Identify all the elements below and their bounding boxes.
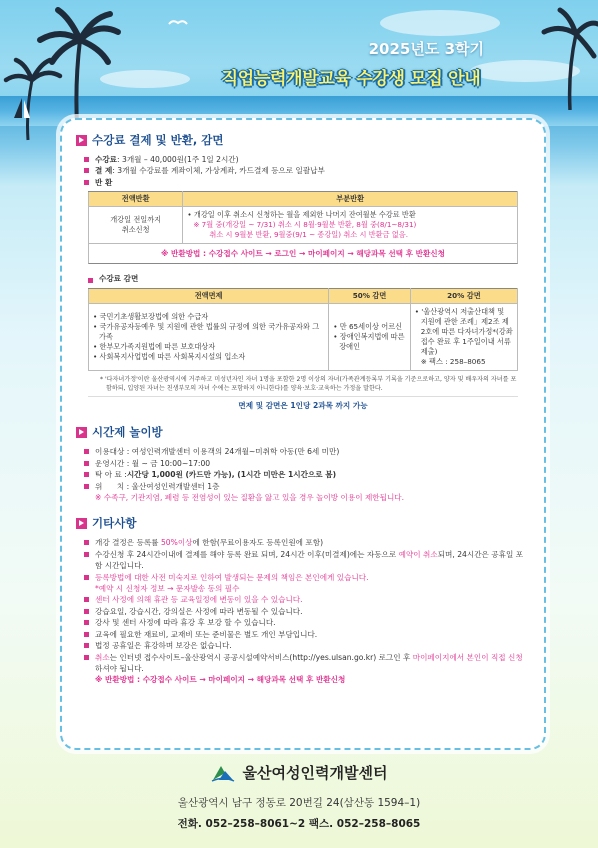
play-bullet-icon	[76, 427, 87, 438]
etc-item: 수강신청 후 24시간이내에 결제를 해야 등록 완료 되며, 24시간 이후(미결제)에는 자동으로 예약이 취소되며, 24시간은 공휴일 포함 시간입니다.	[76, 549, 530, 572]
etc-item: 등록방법에 대한 사전 미숙지로 인하여 발생되는 문제의 책임은 본인에게 있습니다.	[76, 572, 530, 583]
org-address: 울산광역시 남구 정동로 20번길 24(삼산동 1594–1)	[177, 797, 421, 809]
etc-sub-item: *예약 시 신청자 정보 → 문자발송 동의 필수	[95, 584, 240, 594]
square-bullet-icon	[84, 461, 89, 466]
play-bullet-icon	[76, 518, 87, 529]
square-bullet-icon	[84, 472, 89, 477]
square-bullet-icon	[84, 484, 89, 489]
seagull-icon	[168, 18, 188, 26]
section-playroom-title: 시간제 놀이방	[76, 424, 530, 440]
table-header: 20% 감면	[410, 289, 517, 304]
square-bullet-icon	[84, 449, 89, 454]
playroom-warning: ※ 수족구, 기관지염, 폐렴 등 전염성이 있는 질환을 앓고 있을 경우 놀이방 이용이 제한됩니다.	[95, 493, 405, 503]
org-logo-row	[0, 762, 598, 783]
content-card	[60, 118, 546, 750]
playroom-location: 위 치 : 울산여성인력개발센터 1층	[76, 481, 530, 492]
refund-method-note: ※ 반환방법 : 수강접수 사이트 → 로그인 → 마이페이지 → 해당과목 선택 후 반환신청	[88, 244, 518, 264]
table-header: 부분반환	[183, 192, 518, 207]
refund-table	[88, 191, 518, 244]
etc-item: 교육에 필요한 재료비, 교재비 또는 준비물은 별도 개인 부담입니다.	[76, 629, 530, 640]
playroom-target: 이용대상 : 여성인력개발센터 이용객의 24개월~미취학 아동(만 6세 미만)	[76, 446, 530, 457]
square-bullet-icon	[84, 632, 89, 637]
palm-tree-right-illustration	[530, 0, 598, 110]
square-bullet-icon	[84, 575, 89, 580]
table-cell: 개강일 전일까지 취소신청	[89, 207, 183, 244]
discount-table	[88, 288, 518, 371]
table-cell: • 개강일 이후 취소시 신청하는 월을 제외한 나머지 잔여월분 수강료 반환 ※ 7월 중(개강일 ~ 7/31) 취소 시 8월·9월분 반환, 8월 중(8/1~8/31) 취소 시 9월분 반환, 9월중(9/1 ~ 종강일) 취소 시 반환금 없음.	[183, 207, 518, 244]
square-bullet-icon	[84, 168, 89, 173]
section-fee-title: 수강료 결제 및 반환, 감면	[76, 132, 530, 148]
table-cell: • 만 65세이상 어르신 • 장애인복지법에 따른 장애인	[329, 304, 411, 371]
etc-item: 강사 및 센터 사정에 따라 휴강 후 보강 할 수 있습니다.	[76, 617, 530, 628]
page-title: 직업능력개발교육 수강생 모집 안내	[221, 69, 481, 89]
square-bullet-icon	[84, 609, 89, 614]
square-bullet-icon	[84, 643, 89, 648]
org-logo-icon	[211, 764, 235, 782]
etc-item: 취소는 인터넷 접수사이트–울산광역시 공공시설예약서비스(http://yes.ulsan.go.kr) 로그인 후 마이페이지에서 본인이 직접 신청하셔야 됩니다.	[76, 652, 530, 675]
playroom-fee: 탁 아 료 : 시간당 1,000원 (카드만 가능), (1시간 미만은 1시간으로 봄)	[76, 469, 530, 480]
footnote: * '다자녀가정'이란 울산광역시에 거주하고 미성년자인 자녀 1명을 포함한 2명 이상의 자녀(가족관계등록부 기록을 기준으로하고, 양자 및 배우자의 자녀를 포함하되, 입양된 자녀는 친생부모의 자녀 수에는 포함하지 아니한다)를 양육·보호·교육하는 가정을 말한다.	[100, 376, 517, 392]
etc-item: 센터 사정에 의해 휴관 등 교육일정에 변동이 있을 수 있습니다.	[76, 594, 530, 605]
play-bullet-icon	[76, 135, 87, 146]
square-bullet-icon	[84, 552, 89, 557]
etc-refund-method-note: ※ 반환방법 : 수강접수 사이트 → 마이페이지 → 해당과목 선택 후 반환신청	[95, 675, 346, 685]
etc-item: 개강 결정은 등록률 50%이상에 한함(무료이용자도 등록인원에 포함)	[76, 537, 530, 548]
table-header: 전액반환	[89, 192, 183, 207]
footer	[0, 762, 598, 831]
square-bullet-icon	[84, 620, 89, 625]
table-header: 50% 감면	[329, 289, 411, 304]
table-cell: • 국민기초생활보장법에 의한 수급자 • 국가유공자등예우 및 지원에 관한 법률의 규정에 의한 국가유공자와 그 가족 • 한부모가족지원법에 따른 보호대상자 • 사회복지사업법에 따른 사회복지시설의 입소자	[89, 304, 329, 371]
org-name: 울산여성인력개발센터	[242, 764, 388, 782]
refund-item: 반 환	[76, 177, 530, 188]
playroom-hours: 운영시간 : 월 ~ 금 10:00~17:00	[76, 458, 530, 469]
square-bullet-icon	[84, 540, 89, 545]
fee-item: 수강료 : 3개월 – 40,000원(1주 1일 2시간)	[76, 154, 530, 165]
refund-table-wrap	[76, 188, 530, 414]
square-bullet-icon	[84, 157, 89, 162]
table-header: 전액면제	[89, 289, 329, 304]
table-cell: • '울산광역시 저출산대책 및 지원에 관한 조례」제2조 제2호에 따른 다자녀가정*(강좌접수 완료 후 1주일이내 서류제출) ※ 팩스 : 258–8065	[410, 304, 517, 371]
square-bullet-icon	[84, 180, 89, 185]
etc-item: 법정 공휴일은 휴강하며 보강은 없습니다.	[76, 640, 530, 651]
etc-item: 강습요일, 강습시간, 강의실은 사정에 따라 변동될 수 있습니다.	[76, 606, 530, 617]
square-bullet-icon	[88, 278, 93, 283]
cloud	[380, 10, 500, 36]
term-label: 2025년도 3학기	[368, 40, 484, 58]
discount-limit-note: 면제 및 감면은 1인당 2과목 까지 가능	[88, 396, 518, 414]
square-bullet-icon	[84, 655, 89, 660]
payment-item: 결 제 : 3개월 수강료를 계좌이체, 가상계좌, 카드결제 등으로 일괄납부	[76, 165, 530, 176]
org-contact: 전화. 052–258–8061~2 팩스. 052–258–8065	[177, 818, 421, 830]
section-etc-title: 기타사항	[76, 515, 530, 531]
discount-title: 수강료 감면	[88, 273, 518, 284]
square-bullet-icon	[84, 597, 89, 602]
